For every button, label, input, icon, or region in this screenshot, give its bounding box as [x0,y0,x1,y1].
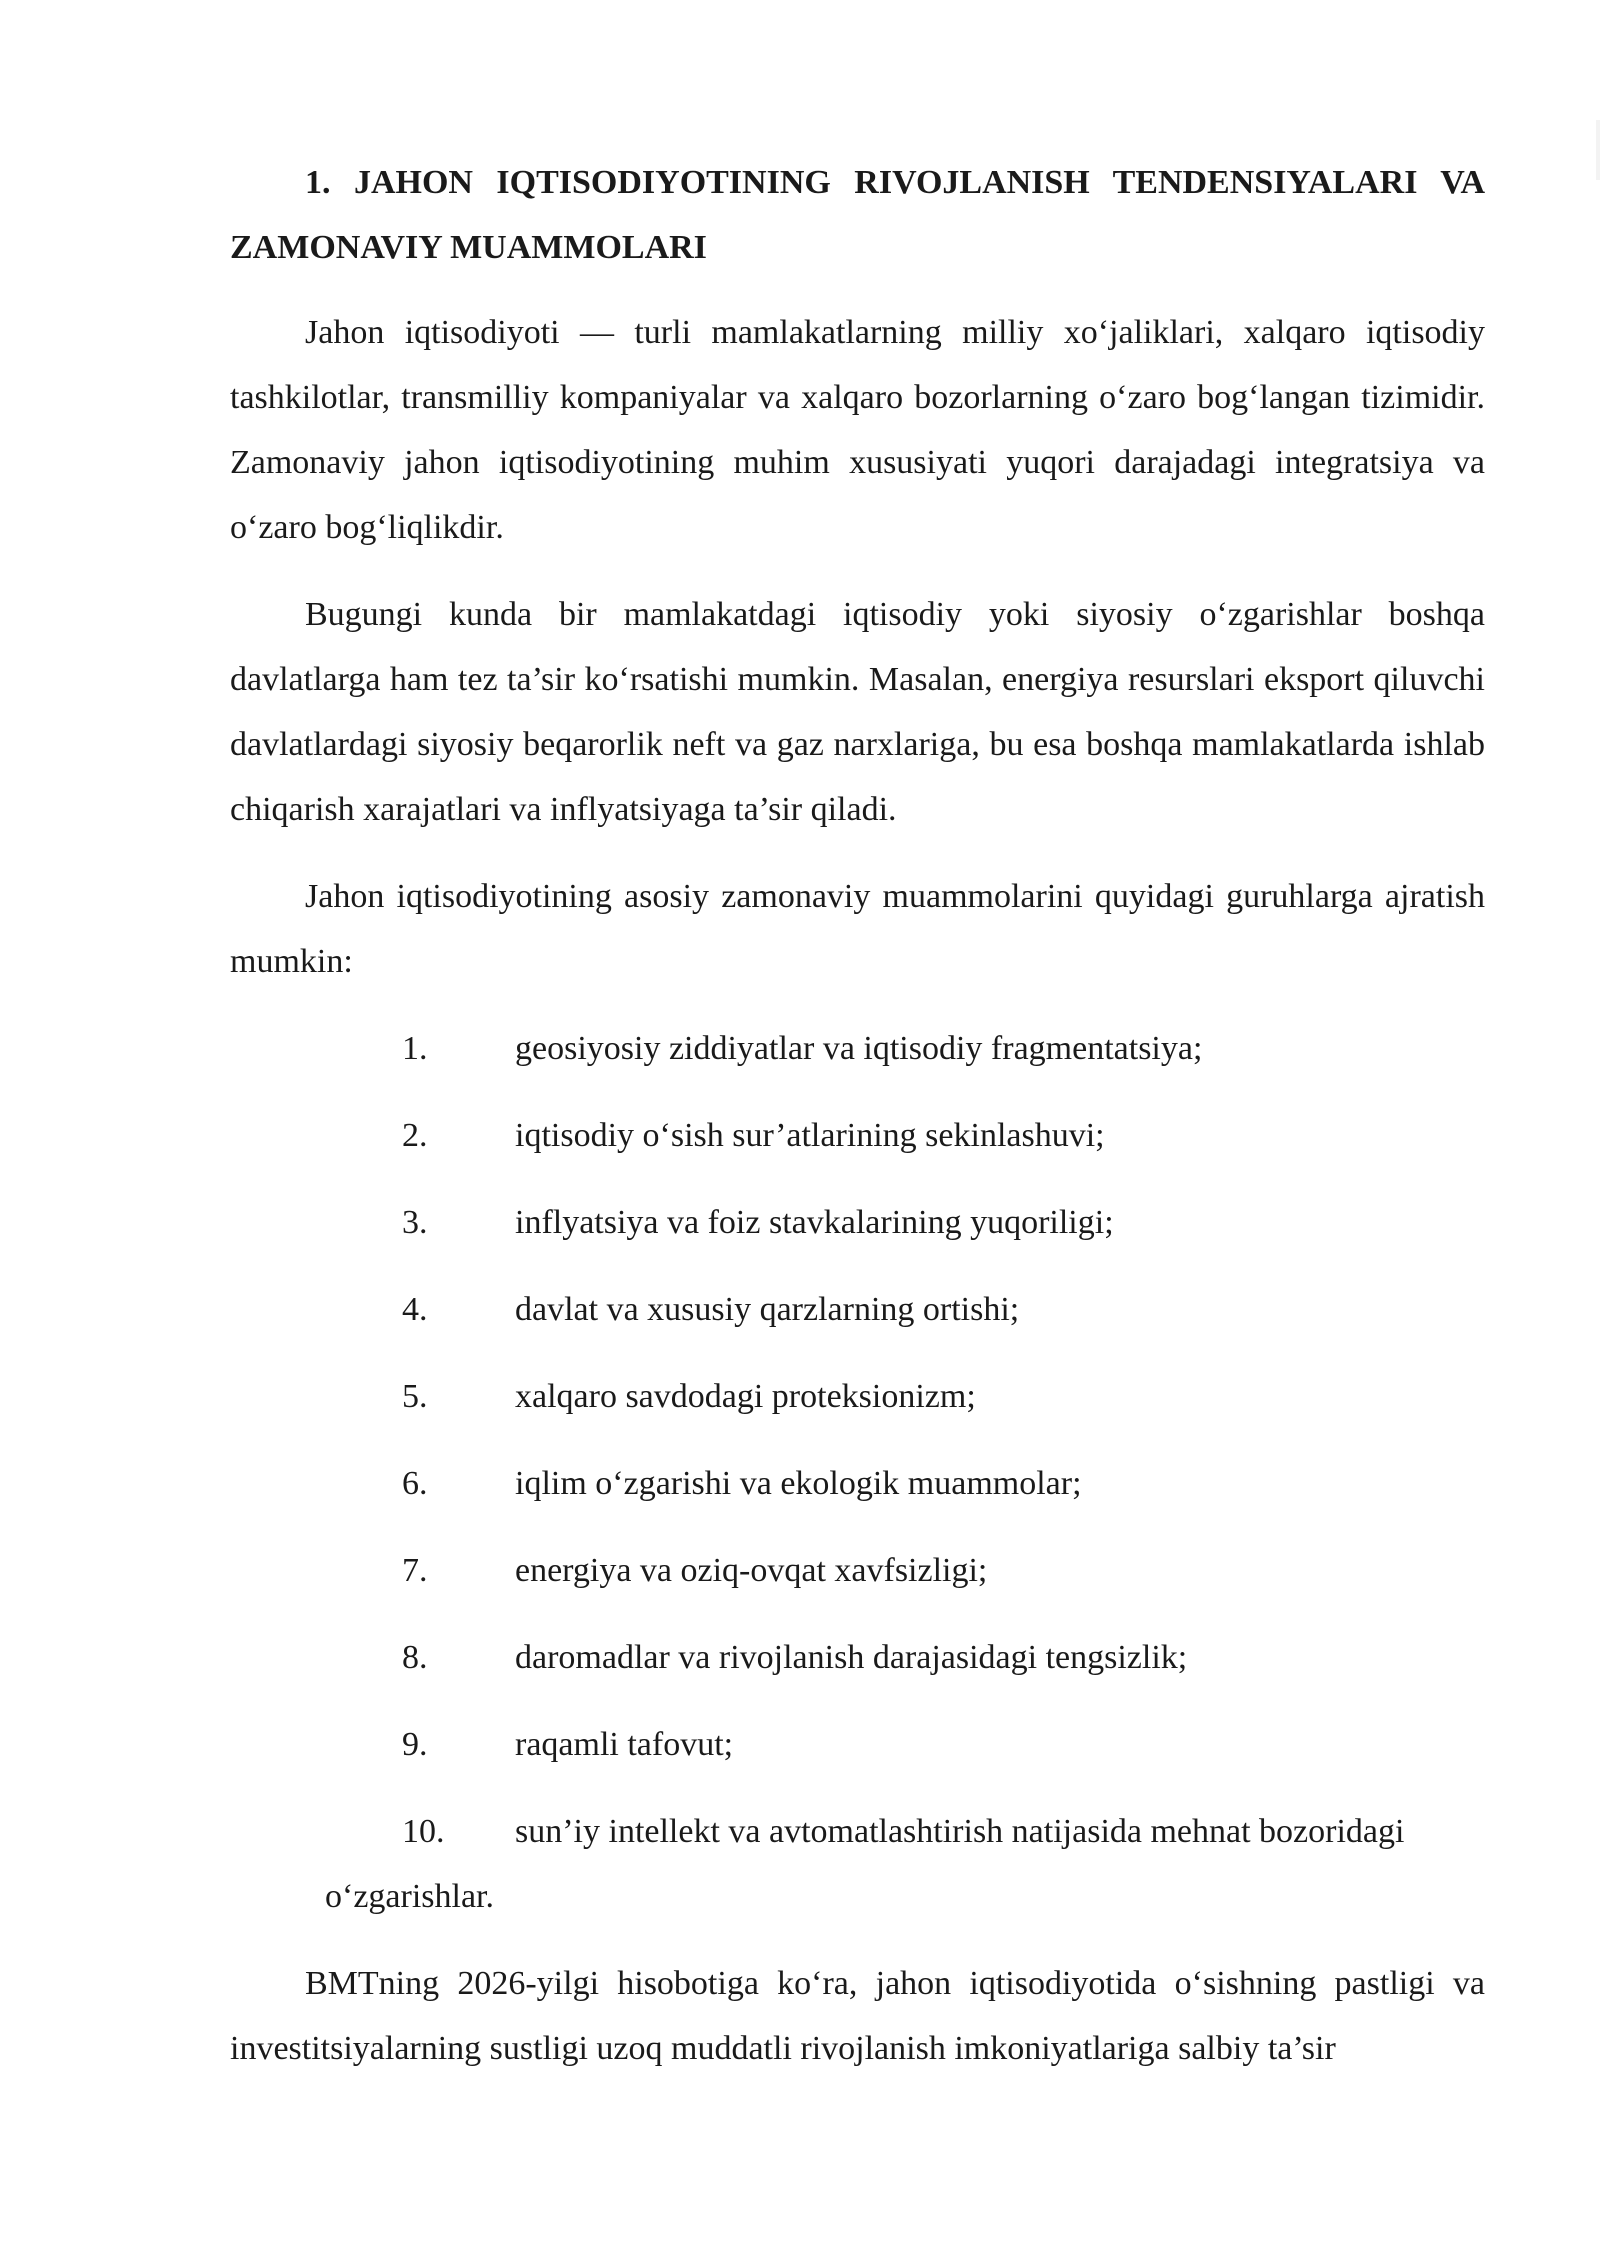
list-item [230,1277,1485,1342]
list-item-text: xalqaro savdodagi proteksionizm; [515,1378,976,1415]
list-item-number: 5. [402,1378,428,1415]
list-item-text: iqtisodiy o‘sish sur’atlarining sekinlashuvi; [515,1117,1105,1154]
paragraph-definition: Jahon iqtisodiyoti — turli mamlakatlarning milliy xo‘jaliklari, xalqaro iqtisodiy tashkilotlar, transmilliy kompaniyalar va xalqaro bozorlarning o‘zaro bog‘langan tizimidir. Zamonaviy jahon iqtisodiyotining muhim xususiyati yuqori darajadagi integratsiya va o‘zaro bog‘liqlikdir. [230,314,1485,546]
list-item [230,1190,1485,1255]
problems-list [230,1016,1485,1929]
page-edge-shadow [1596,120,1600,180]
list-item-text: inflyatsiya va foiz stavkalarining yuqoriligi; [515,1204,1114,1241]
paragraph-list-intro: Jahon iqtisodiyotining asosiy zamonaviy muammolarini quyidagi guruhlarga ajratish mumkin: [230,878,1485,980]
section-heading: 1. JAHON IQTISODIYOTINING RIVOJLANISH TENDENSIYALARI VA ZAMONAVIY MUAMMOLARI [230,164,1485,266]
list-item [230,1625,1485,1690]
list-item [230,1103,1485,1168]
list-item [230,1364,1485,1429]
list-item-number: 8. [402,1639,428,1676]
list-item-number: 1. [402,1030,428,1067]
list-item [325,1799,1485,1929]
list-item-text: iqlim o‘zgarishi va ekologik muammolar; [515,1465,1082,1502]
list-item-number: 3. [402,1204,428,1241]
list-item-number: 10. [402,1813,445,1850]
list-item-text: energiya va oziq-ovqat xavfsizligi; [515,1552,988,1589]
list-item-number: 9. [402,1726,428,1763]
list-item [230,1016,1485,1081]
paragraph-un-report: BMTning 2026-yilgi hisobotiga ko‘ra, jahon iqtisodiyotida o‘sishning pastligi va investitsiyalarning sustligi uzoq muddatli rivojlanish imkoniyatlariga salbiy ta’sir [230,1965,1485,2067]
list-item-number: 2. [402,1117,428,1154]
list-item-text: sun’iy intellekt va avtomatlashtirish natijasida mehnat bozoridagi o‘zgarishlar. [325,1813,1405,1915]
list-item-text: geosiyosiy ziddiyatlar va iqtisodiy fragmentatsiya; [515,1030,1203,1067]
list-item-text: raqamli tafovut; [515,1726,734,1763]
list-item-text: davlat va xususiy qarzlarning ortishi; [515,1291,1020,1328]
list-item-number: 7. [402,1552,428,1589]
list-item-text: daromadlar va rivojlanish darajasidagi tengsizlik; [515,1639,1188,1676]
list-item-number: 4. [402,1291,428,1328]
document-page [230,150,1485,2103]
list-item [230,1712,1485,1777]
paragraph-interdependence: Bugungi kunda bir mamlakatdagi iqtisodiy yoki siyosiy o‘zgarishlar boshqa davlatlarga ham tez ta’sir ko‘rsatishi mumkin. Masalan, energiya resurslari eksport qiluvchi davlatlardagi siyosiy beqarorlik neft va gaz narxlariga, bu esa boshqa mamlakatlarda ishlab chiqarish xarajatlari va inflyatsiyaga ta’sir qiladi. [230,596,1485,828]
list-item [230,1538,1485,1603]
list-item [230,1451,1485,1516]
list-item-number: 6. [402,1465,428,1502]
